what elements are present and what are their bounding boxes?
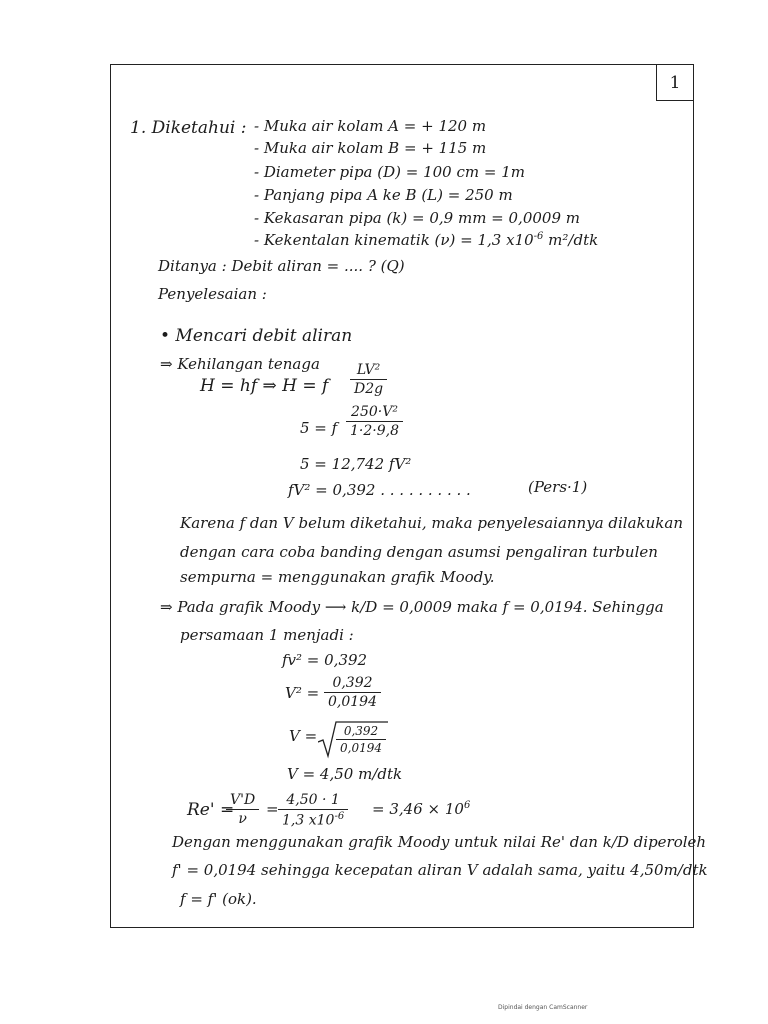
moody-line: ⇒ Pada grafik Moody ⟶ k/D = 0,0009 maka f = 0,0194. Sehingga (160, 598, 664, 616)
equation-simplified: 5 = 12,742 fV² (300, 455, 412, 473)
equation-reynolds-lhs: Re' = (187, 800, 235, 820)
given-item: - Muka air kolam A = + 120 m (254, 117, 487, 135)
conclusion-line: Dengan menggunakan grafik Moody untuk nilai Re' dan k/D diperoleh (172, 833, 707, 851)
given-item: - Diameter pipa (D) = 100 cm = 1m (254, 163, 525, 181)
given-item: - Muka air kolam B = + 115 m (254, 139, 487, 157)
conclusion-line: f = f' (ok). (180, 890, 257, 908)
given-item-viscosity: - Kekentalan kinematik (ν) = 1,3 $x10^{-6}$ m²/dtk (254, 231, 599, 249)
paragraph-line: dengan cara coba banding dengan asumsi pengaliran turbulen (180, 543, 658, 561)
conclusion-line: f' = 0,0194 sehingga kecepatan aliran V adalah sama, yaitu 4,50m/dtk (172, 861, 708, 879)
given-item: - Kekasaran pipa (k) = 0,9 mm = 0,0009 m (254, 209, 580, 227)
solution-heading: Penyelesaian : (158, 285, 267, 303)
equation-v-lhs: V = (289, 727, 318, 745)
equation-head-loss: H = hf ⇒ H = f (200, 376, 329, 396)
given-heading: 1. Diketahui : (130, 118, 247, 138)
fraction-reynolds-values: $\frac{4,50 \cdot 1}{1,3 x10^{-6}}$ (278, 792, 348, 829)
equation-pers1-tag: (Pers·1) (528, 478, 588, 496)
square-root-fraction (318, 720, 388, 760)
equation-v-result: V = 4,50 m/dtk (287, 765, 403, 783)
paragraph-line: Karena f dan V belum diketahui, maka penyelesaiannya dilakukan (180, 514, 683, 532)
fraction-substitution: $\frac{\text{250·V²}}{1\cdot 2\cdot 9,8}$ (346, 404, 403, 439)
page-number: 1 (669, 72, 681, 93)
equation-substitution: 5 = f (300, 419, 338, 437)
equation-reynolds-equals: = (266, 800, 279, 818)
fraction-v2: $\frac{0,392}{0,0194}$ (324, 675, 381, 710)
scanner-watermark: Dipindai dengan CamScanner (498, 1004, 588, 1011)
step-find-discharge: • Mencari debit aliran (160, 326, 353, 346)
step-head-loss: ⇒ Kehilangan tenaga (160, 355, 320, 373)
asked-line: Ditanya : Debit aliran = .... ? (Q) (158, 257, 405, 275)
equation-reynolds-result: = $3,46 \times 10^6$ (372, 800, 471, 818)
paragraph-line: sempurna = menggunakan grafik Moody. (180, 568, 495, 586)
fraction-lv2-d2g: $\frac{\text{LV²}}{D2g}$ (350, 362, 387, 397)
moody-line: persamaan 1 menjadi : (180, 626, 354, 644)
given-item: - Panjang pipa A ke B (L) = 250 m (254, 186, 513, 204)
equation-v2-lhs: V² = (285, 684, 320, 702)
fraction-vd-nu: $\frac{V'D}{\nu}$ (226, 792, 259, 827)
fraction-v: $\frac{0,392}{0,0194}$ (336, 724, 386, 755)
equation-pers1: fV² = 0,392 . . . . . . . . . . (288, 481, 471, 499)
page-number-box (656, 64, 694, 101)
equation-fv2: fv² = 0,392 (282, 651, 368, 669)
